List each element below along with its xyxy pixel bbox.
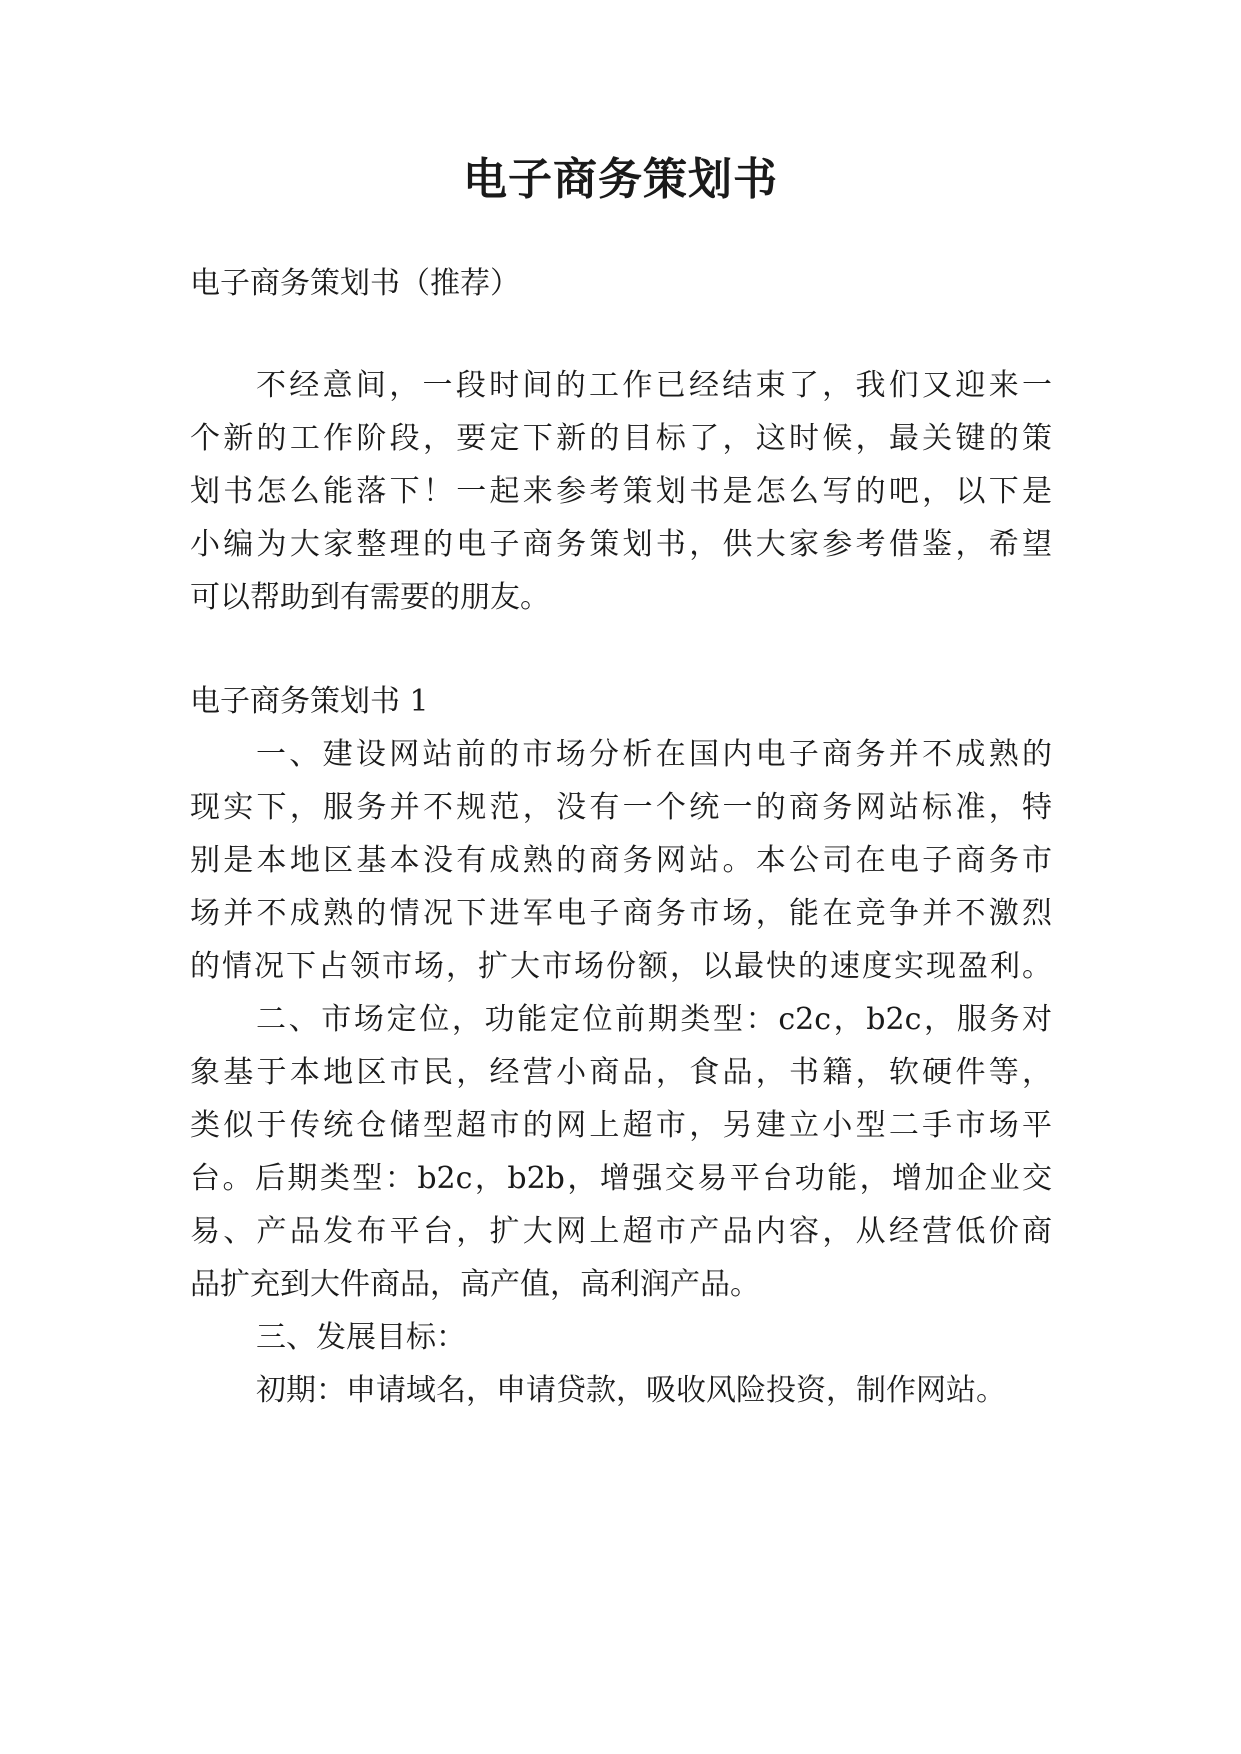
intro-line: 划书怎么能落下！一起来参考策划书是怎么写的吧，以下是 (190, 474, 1052, 509)
body-line: 象基于本地区市民，经营小商品，食品，书籍，软硬件等， (190, 1055, 1052, 1090)
document-title: 电子商务策划书 (463, 154, 778, 205)
body-line: 初期：申请域名，申请贷款，吸收风险投资，制作网站。 (256, 1373, 1006, 1408)
body-line: 三、发展目标： (256, 1320, 466, 1355)
body-line: 台。后期类型：b2c，b2b，增强交易平台功能，增加企业交 (190, 1161, 1052, 1196)
document-subtitle: 电子商务策划书（推荐） (190, 266, 520, 301)
section-heading: 电子商务策划书 1 (190, 684, 429, 719)
intro-line: 可以帮助到有需要的朋友。 (190, 580, 550, 615)
intro-line: 个新的工作阶段，要定下新的目标了，这时候，最关键的策 (190, 421, 1052, 456)
body-line: 别是本地区基本没有成熟的商务网站。本公司在电子商务市 (190, 843, 1052, 878)
intro-line: 不经意间，一段时间的工作已经结束了，我们又迎来一 (256, 368, 1052, 403)
body-line: 类似于传统仓储型超市的网上超市，另建立小型二手市场平 (190, 1108, 1052, 1143)
body-line: 二、市场定位，功能定位前期类型：c2c，b2c，服务对 (256, 1002, 1052, 1037)
body-line: 现实下，服务并不规范，没有一个统一的商务网站标准，特 (190, 790, 1052, 825)
body-line: 场并不成熟的情况下进军电子商务市场，能在竞争并不激烈 (190, 896, 1052, 931)
intro-line: 小编为大家整理的电子商务策划书，供大家参考借鉴，希望 (190, 527, 1052, 562)
body-line: 的情况下占领市场，扩大市场份额，以最快的速度实现盈利。 (190, 949, 1052, 984)
body-line: 易、产品发布平台，扩大网上超市产品内容，从经营低价商 (190, 1214, 1052, 1249)
body-line: 品扩充到大件商品，高产值，高利润产品。 (190, 1267, 760, 1302)
body-line: 一、建设网站前的市场分析在国内电子商务并不成熟的 (256, 737, 1052, 772)
